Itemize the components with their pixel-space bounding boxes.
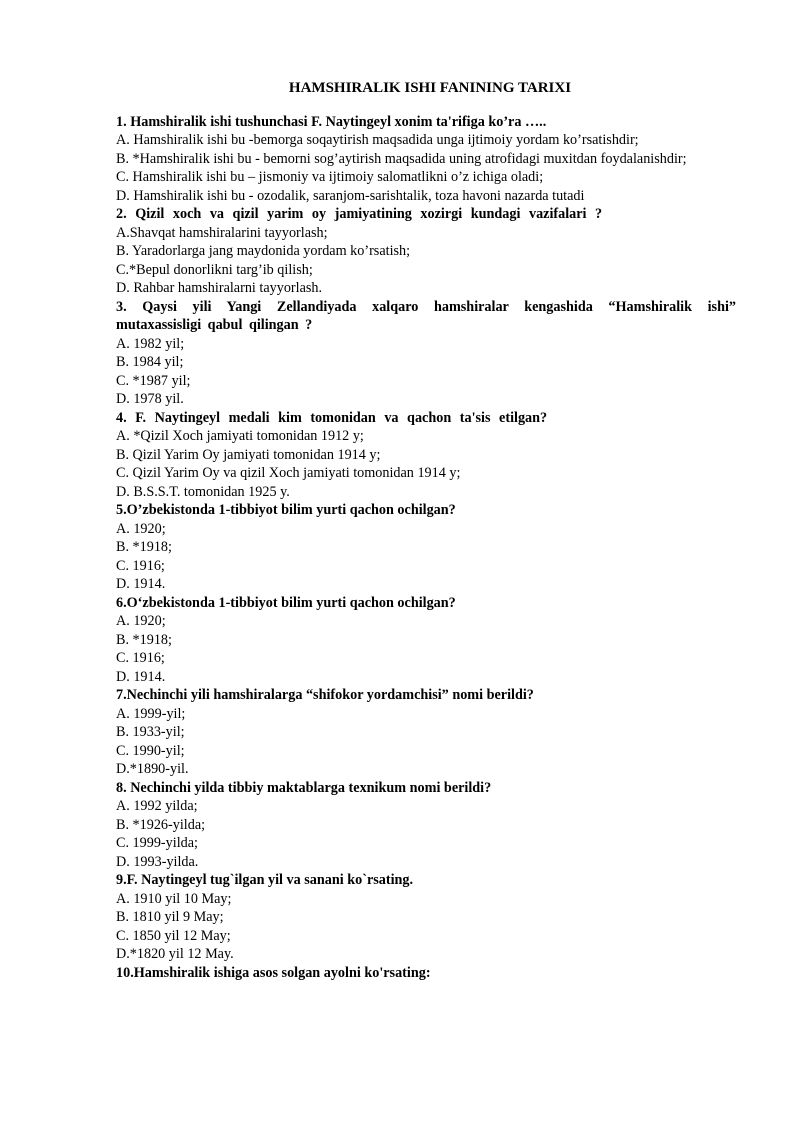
answer-option: B. 1810 yil 9 May; <box>116 909 224 925</box>
answer-option: A. 1992 yilda; <box>116 798 198 814</box>
answer-option: A. 1910 yil 10 May; <box>116 890 232 907</box>
question-block <box>116 594 736 687</box>
answer-option: C. 1990-yil; <box>116 742 185 759</box>
answer-option: B. *Hamshiralik ishi bu - bemorni sog’aytirish maqsadida uning atrofidagi muxitdan foydalanishdir; <box>116 150 687 167</box>
question-block <box>116 205 736 298</box>
answer-option: B. *1918; <box>116 539 172 555</box>
answer-option: D.*1890-yil. <box>116 761 189 777</box>
answer-option: A. *Qizil Xoch jamiyati tomonidan 1912 y; <box>116 428 364 444</box>
question-block <box>116 871 736 964</box>
question-text: 9.F. Naytingeyl tug`ilgan yil va sanani ko`rsating. <box>116 872 414 888</box>
answer-option: B. Qizil Yarim Oy jamiyati tomonidan 1914 y; <box>116 446 381 463</box>
answer-option: C.*Bepul donorlikni targ’ib qilish; <box>116 261 313 278</box>
question-block <box>116 298 736 409</box>
answer-option: D.*1820 yil 12 May. <box>116 946 234 962</box>
answer-option: A.Shavqat hamshiralarini tayyorlash; <box>116 224 328 241</box>
answer-option: A. Hamshiralik ishi bu -bemorga soqaytirish maqsadida unga ijtimoiy yordam ko’rsatishdir; <box>116 132 639 148</box>
question-block <box>116 686 736 779</box>
question-text: 7.Nechinchi yili hamshiralarga “shifokor yordamchisi” nomi berildi? <box>116 687 534 703</box>
question-block <box>116 501 736 594</box>
answer-option: B. *1918; <box>116 631 172 648</box>
answer-option: B. *1926-yilda; <box>116 816 206 833</box>
answer-option: C. 1916; <box>116 557 165 574</box>
answer-option: D. 1914. <box>116 668 166 685</box>
answer-option: B. Yaradorlarga jang maydonida yordam ko’rsatish; <box>116 243 411 259</box>
answer-option: C. 1916; <box>116 650 165 666</box>
question-text: 6.O‘zbekistonda 1-tibbiyot bilim yurti qachon ochilgan? <box>116 594 456 611</box>
answer-option: D. B.S.S.T. tomonidan 1925 y. <box>116 483 290 500</box>
question-block <box>116 964 736 983</box>
question-text: 3. Qaysi yili Yangi Zellandiyada xalqaro hamshiralar kengashida “Hamshiralik ishi” mutaxassisligi qabul qilingan ? <box>116 298 736 333</box>
document-page <box>116 79 736 982</box>
question-block <box>116 779 736 872</box>
answer-option: C. 1850 yil 12 May; <box>116 927 231 944</box>
answer-option: D. 1993-yilda. <box>116 853 199 870</box>
answer-option: D. 1978 yil. <box>116 391 184 407</box>
answer-option: B. 1933-yil; <box>116 724 185 740</box>
question-text: 8. Nechinchi yilda tibbiy maktablarga texnikum nomi berildi? <box>116 779 492 796</box>
answer-option: D. 1914. <box>116 576 166 592</box>
question-text: 2. Qizil xoch va qizil yarim oy jamiyatining xozirgi kundagi vazifalari ? <box>116 206 603 222</box>
question-text: 5.O’zbekistonda 1-tibbiyot bilim yurti qachon ochilgan? <box>116 502 456 518</box>
question-text: 10.Hamshiralik ishiga asos solgan ayolni ko'rsating: <box>116 964 431 981</box>
answer-option: C. 1999-yilda; <box>116 835 198 851</box>
document-title: HAMSHIRALIK ISHI FANINING TARIXI <box>288 80 572 96</box>
answer-option: A. 1920; <box>116 520 166 537</box>
question-text: 1. Hamshiralik ishi tushunchasi F. Naytingeyl xonim ta'rifiga ko’ra ….. <box>116 113 547 130</box>
answer-option: A. 1920; <box>116 613 166 629</box>
answer-option: D. Rahbar hamshiralarni tayyorlash. <box>116 280 323 296</box>
answer-option: C. Hamshiralik ishi bu – jismoniy va ijtimoiy salomatlikni o’z ichiga oladi; <box>116 169 544 185</box>
answer-option: D. Hamshiralik ishi bu - ozodalik, saranjom-sarishtalik, toza havoni nazarda tutadi <box>116 187 585 204</box>
answer-option: A. 1999-yil; <box>116 705 186 722</box>
answer-option: B. 1984 yil; <box>116 354 184 370</box>
answer-option: C. Qizil Yarim Oy va qizil Xoch jamiyati tomonidan 1914 y; <box>116 465 461 481</box>
answer-option: C. *1987 yil; <box>116 372 191 389</box>
question-block <box>116 113 736 206</box>
question-block <box>116 409 736 502</box>
answer-option: A. 1982 yil; <box>116 335 185 352</box>
question-text: 4. F. Naytingeyl medali kim tomonidan va qachon ta'sis etilgan? <box>116 409 548 426</box>
